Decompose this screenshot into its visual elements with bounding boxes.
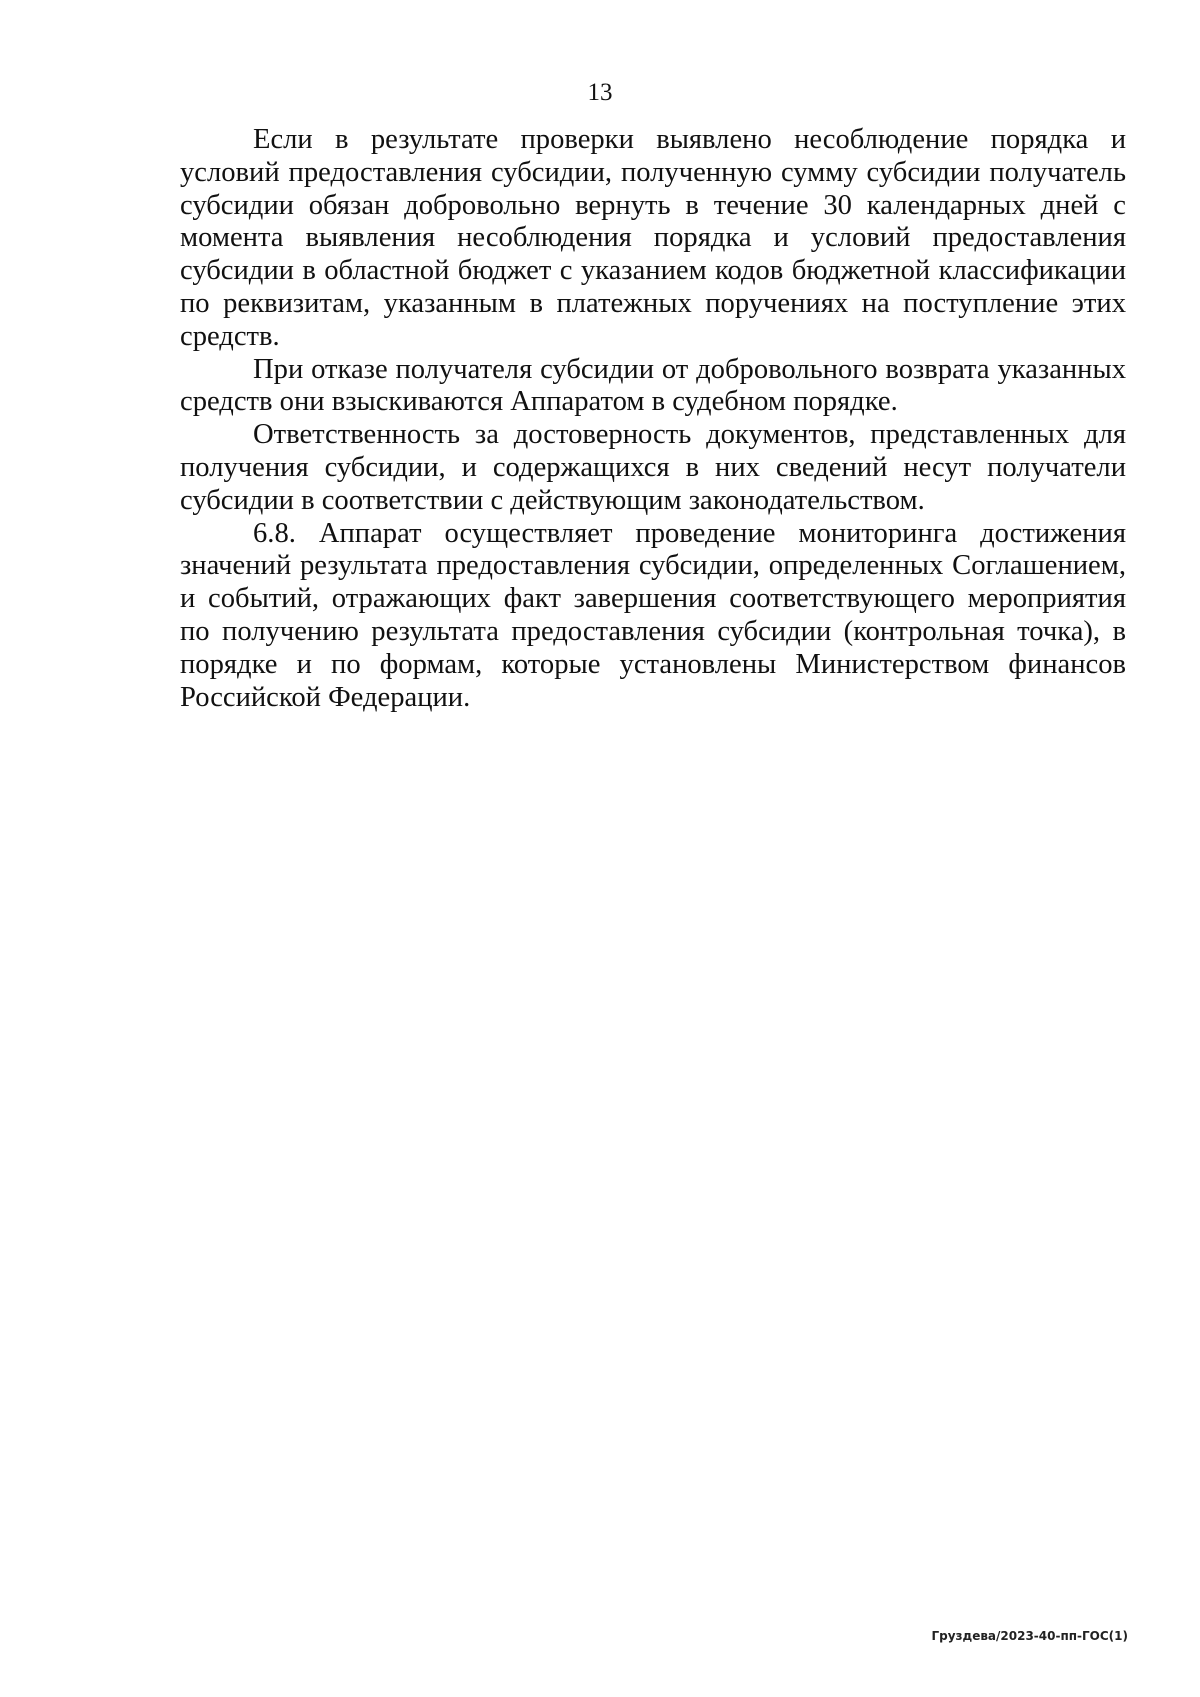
page-number: 13 [587,79,613,106]
paragraph-monitoring: 6.8. Аппарат осуществляет проведение мониторинга достижения значений результата предоставления субсидии, определенных Соглашением, и событий, отражающих факт завершения соответствующего мероприятия по получению результата предоставления субсидии (контрольная точка), в порядке и по формам, которые установлены Министерством финансов Российской Федерации. [180,517,1126,713]
document-body [180,124,1126,714]
paragraph-refund-obligation: Если в результате проверки выявлено несоблюдение порядка и условий предоставления субсидии, полученную сумму субсидии получатель субсидии обязан добровольно вернуть в течение 30 календарных дней с момента выявления несоблюдения порядка и условий предоставления субсидии в областной бюджет с указанием кодов бюджетной классификации по реквизитам, указанным в платежных поручениях на поступление этих средств. [180,124,1126,352]
paragraph-responsibility: Ответственность за достоверность документов, представленных для получения субсидии, и содержащихся в них сведений несут получатели субсидии в соответствии с действующим законодательством. [180,419,1126,516]
footer-document-code: Груздева/2023-40-пп-ГОС(1) [931,1629,1128,1643]
paragraph-judicial-recovery: При отказе получателя субсидии от добровольного возврата указанных средств они взыскиваются Аппаратом в судебном порядке. [180,353,1126,418]
